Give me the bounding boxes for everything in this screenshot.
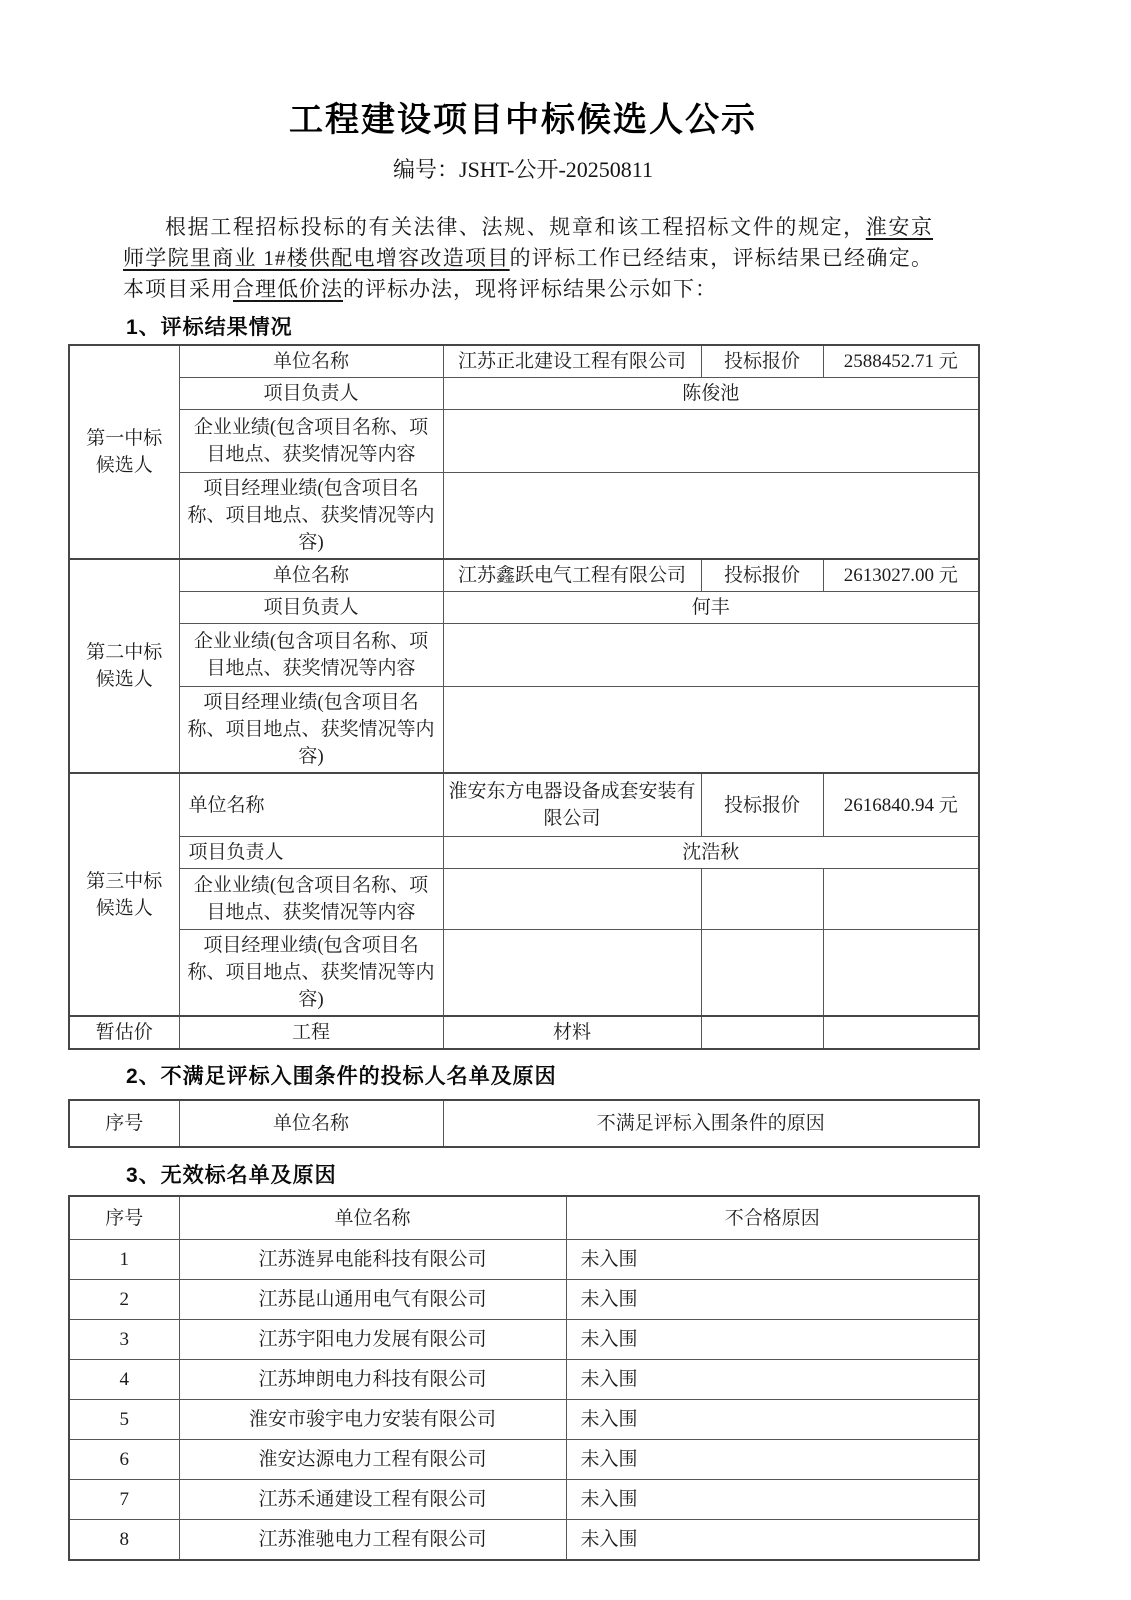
empty-cell [701,1016,823,1049]
field-label-cell: 项目经理业绩(包含项目名称、项目地点、获奖情况等内容) [179,687,443,774]
reason-cell: 未入围 [566,1320,979,1360]
reason-cell: 未入围 [566,1480,979,1520]
empty-cell [823,869,979,930]
manager-performance-cell [443,473,979,560]
manager-performance-cell [443,687,979,774]
field-label-cell: 项目经理业绩(包含项目名称、项目地点、获奖情况等内容) [179,473,443,560]
field-label-cell: 单位名称 [179,773,443,837]
company-name-cell: 江苏鑫跃电气工程有限公司 [443,559,701,592]
intro-text-2: 的评标工作已经结束，评标结果已经确定。本项目采用 [123,246,933,301]
empty-cell [823,930,979,1017]
underlined-evaluation-method: 合理低价法 [233,277,343,301]
group-label: 第二中标候选人 [86,642,163,690]
table-row [69,1240,979,1280]
enterprise-performance-cell [443,869,701,930]
row-number-cell: 3 [69,1320,179,1360]
col-header-cell: 不满足评标入围条件的原因 [443,1100,979,1147]
group-cell [69,773,179,1016]
table-row [69,1440,979,1480]
col-header-cell: 序号 [69,1196,179,1240]
document-number: 编号：JSHT-公开-20250811 [393,157,653,182]
section3-heading: 3、无效标名单及原因 [126,1164,337,1187]
empty-cell [701,869,823,930]
table-row [69,1520,979,1561]
bid-price-value-cell: 2588452.71 元 [823,345,979,378]
enterprise-performance-cell [443,410,979,473]
document-content [68,0,978,1561]
row-number-cell: 7 [69,1480,179,1520]
invalid-bids-table [68,1195,980,1561]
company-name-cell: 江苏正北建设工程有限公司 [443,345,701,378]
field-label-cell: 单位名称 [179,345,443,378]
bid-price-value-cell: 2616840.94 元 [823,773,979,837]
enterprise-performance-cell [443,624,979,687]
field-label-cell: 单位名称 [179,559,443,592]
field-label-cell: 企业业绩(包含项目名称、项目地点、获奖情况等内容 [179,410,443,473]
company-name-cell: 江苏涟昇电能科技有限公司 [179,1240,566,1280]
section1-heading: 1、评标结果情况 [126,316,293,339]
estimate-material-cell: 材料 [443,1016,701,1049]
reason-cell: 未入围 [566,1400,979,1440]
group-label: 第一中标候选人 [86,428,163,476]
empty-cell [823,1016,979,1049]
reason-cell: 未入围 [566,1520,979,1561]
document-title: 工程建设项目中标候选人公示 [289,102,757,139]
field-label-cell: 企业业绩(包含项目名称、项目地点、获奖情况等内容 [179,869,443,930]
company-name-cell: 淮安市骏宇电力安装有限公司 [179,1400,566,1440]
field-label-cell: 企业业绩(包含项目名称、项目地点、获奖情况等内容 [179,624,443,687]
row-number-cell: 6 [69,1440,179,1480]
intro-text-1: 根据工程招标投标的有关法律、法规、规章和该工程招标文件的规定， [165,215,866,239]
company-name-cell: 江苏宇阳电力发展有限公司 [179,1320,566,1360]
section2-heading: 2、不满足评标入围条件的投标人名单及原因 [126,1065,557,1088]
col-header-cell: 不合格原因 [566,1196,979,1240]
empty-cell [701,930,823,1017]
reason-cell: 未入围 [566,1440,979,1480]
row-number-cell: 1 [69,1240,179,1280]
company-name-cell: 淮安达源电力工程有限公司 [179,1440,566,1480]
intro-text-3: 的评标办法，现将评标结果公示如下： [343,277,717,301]
group-cell [69,345,179,559]
manager-performance-cell [443,930,701,1017]
field-label-cell: 项目负责人 [179,837,443,869]
company-name-cell: 江苏禾通建设工程有限公司 [179,1480,566,1520]
company-name-cell: 江苏昆山通用电气有限公司 [179,1280,566,1320]
bid-price-value-cell: 2613027.00 元 [823,559,979,592]
bid-price-label-cell: 投标报价 [701,773,823,837]
company-name-cell: 江苏淮驰电力工程有限公司 [179,1520,566,1561]
company-name-cell: 江苏坤朗电力科技有限公司 [179,1360,566,1400]
leader-name-cell: 何丰 [443,592,979,624]
col-header-cell: 单位名称 [179,1196,566,1240]
reason-cell: 未入围 [566,1280,979,1320]
leader-name-cell: 陈俊池 [443,378,979,410]
group-label: 第三中标候选人 [86,870,163,919]
field-label-cell: 项目负责人 [179,592,443,624]
evaluation-result-table [68,344,980,1050]
reason-cell: 未入围 [566,1360,979,1400]
estimate-label-cell: 暂估价 [69,1016,179,1049]
row-number-cell: 4 [69,1360,179,1400]
estimate-project-cell: 工程 [179,1016,443,1049]
underlined-project-name: 淮安京师学院里商业 1#楼供配电增容改造项目 [123,215,934,270]
col-header-cell: 序号 [69,1100,179,1147]
unqualified-bidders-table [68,1099,980,1148]
field-label-cell: 项目经理业绩(包含项目名称、项目地点、获奖情况等内容) [179,930,443,1017]
table-row [69,1400,979,1440]
field-label-cell: 项目负责人 [179,378,443,410]
company-name-cell: 淮安东方电器设备成套安装有限公司 [443,773,701,837]
table-row [69,1320,979,1360]
group-cell [69,559,179,773]
reason-cell: 未入围 [566,1240,979,1280]
col-header-cell: 单位名称 [179,1100,443,1147]
table-row [69,1480,979,1520]
intro-paragraph [123,212,933,305]
leader-name-cell: 沈浩秋 [443,837,979,869]
bid-price-label-cell: 投标报价 [701,559,823,592]
bid-price-label-cell: 投标报价 [701,345,823,378]
table-row [69,1280,979,1320]
row-number-cell: 2 [69,1280,179,1320]
row-number-cell: 5 [69,1400,179,1440]
table-row [69,1360,979,1400]
row-number-cell: 8 [69,1520,179,1561]
